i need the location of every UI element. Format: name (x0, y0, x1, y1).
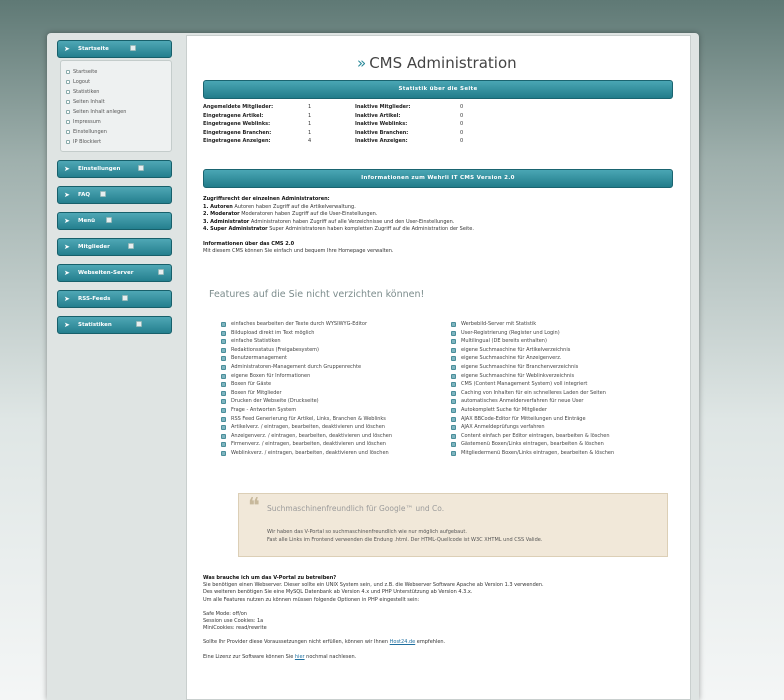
feature-item: eigene Suchmaschine für Artikelverzeichnis (451, 346, 681, 355)
arrow-icon: ➤ (64, 217, 70, 225)
check-icon (451, 356, 456, 361)
role-line: 4. Super Administrator Super Administratoren haben kompletten Zugriff auf die Administration der Seite. (203, 226, 474, 232)
role-line: 1. Autoren Autoren haben Zugriff auf die Artikelverwaltung. (203, 203, 356, 210)
check-icon (451, 339, 456, 344)
feature-item: Frage - Antworten System (221, 406, 451, 415)
php-option: Session use Cookies: 1a (203, 618, 264, 625)
nav-faq-button[interactable]: ➤ FAQ (57, 186, 172, 204)
check-icon (221, 399, 226, 404)
stats-right-column (355, 103, 505, 146)
feature-item: AJAX BBCode-Editor für Mitteilungen und Einträge (451, 415, 681, 424)
check-icon (451, 322, 456, 327)
feature-item: AJAX Anmeldeprüfungs verfahren (451, 423, 681, 432)
check-icon (221, 425, 226, 430)
bullet-icon (66, 100, 70, 104)
nav-mitglieder-button[interactable]: ➤ Mitglieder (57, 238, 172, 256)
quote-text: Wir haben das V-Portal so suchmaschinenfreundlich wie nur möglich aufgebaut. Fast alle Links im Frontend verwenden die Endung .html. Der HTML-Quellcode ist W3C XHTML und CSS Valide. (267, 529, 543, 543)
check-icon (221, 417, 226, 422)
info-heading: Zugriffsrecht der einzelnen Administratoren: (203, 196, 330, 202)
stat-row: Inaktive Weblinks: 0 (355, 121, 464, 127)
stat-row: Inaktive Branchen: 0 (355, 129, 464, 136)
bullet-icon (66, 110, 70, 114)
stats-left-column (203, 103, 353, 146)
feature-item: Anzeigenverz. / eintragen, bearbeiten, deaktivieren und löschen (221, 432, 451, 441)
check-icon (451, 408, 456, 413)
feature-item: RSS Feed Generierung für Artikel, Links, Branchen & Weblinks (221, 415, 451, 424)
feature-item: eigene Suchmaschine für Anzeigenverz. (451, 354, 681, 363)
seo-quote-box (238, 493, 668, 557)
license-link[interactable]: hier (294, 653, 305, 660)
submenu-item-seiten-inhalt-anlegen[interactable]: Seiten Inhalt anlegen (65, 107, 167, 117)
nav-statistiken-button[interactable]: ➤ Statistiken (57, 316, 172, 334)
nav-startseite-button[interactable] (57, 40, 172, 58)
feature-item: einfache Statistiken (221, 337, 451, 346)
feature-item: Mitgliedermenü Boxen/Links eintragen, bearbeiten & löschen (451, 449, 681, 458)
submenu-item-einstellungen[interactable]: Einstellungen (65, 127, 167, 137)
feature-item: User-Registrierung (Register und Login) (451, 329, 681, 338)
features-heading: Features auf die Sie nicht verzichten können! (209, 289, 425, 300)
flag-icon (122, 295, 128, 301)
about-heading: Informationen über das CMS 2.0 (203, 240, 295, 247)
feature-item: Bildupload direkt im Text möglich (221, 329, 451, 338)
flag-icon (158, 269, 164, 275)
flag-icon (106, 217, 112, 223)
arrow-icon: ➤ (64, 269, 70, 277)
submenu-item-impressum[interactable]: Impressum (65, 117, 167, 127)
check-icon (451, 365, 456, 370)
feature-item: Gästemenü Boxen/Links eintragen, bearbeiten & löschen (451, 440, 681, 449)
feature-item: automatisches Anmelderverfahren für neue User (451, 397, 681, 406)
stat-row: Angemeldete Mitglieder: 1 (203, 104, 312, 110)
license-line: Eine Lizenz zur Software können Sie hier nochmal nachlesen. (203, 653, 357, 660)
check-icon (451, 382, 456, 387)
sidebar (57, 40, 172, 342)
stat-row: Eingetragene Anzeigen: 4 (203, 138, 312, 144)
about-text: Mit diesem CMS können Sie einfach und bequem Ihre Homepage verwalten. (203, 248, 394, 254)
feature-item: eigene Suchmaschine für Branchenverzeichnis (451, 363, 681, 372)
bullet-icon (66, 70, 70, 74)
feature-item: einfaches bearbeiten der Texte durch WYSIWYG-Editor (221, 320, 451, 329)
nav-webseiten-server-button[interactable]: ➤ Webseiten-Server (57, 264, 172, 282)
arrow-icon: ➤ (64, 243, 70, 251)
role-line: 3. Administrator Administratoren haben Zugriff auf alle Verzeichnisse und den User-Einstellungen. (203, 218, 455, 225)
feature-item: CMS (Content Management System) voll integriert (451, 380, 681, 389)
flag-icon (100, 191, 106, 197)
check-icon (221, 339, 226, 344)
role-line: 2. Moderator Moderatoren haben Zugriff auf die User-Einstellungen. (203, 211, 378, 217)
stat-row: Eingetragene Branchen: 1 (203, 129, 312, 136)
bullet-icon (66, 120, 70, 124)
stat-row: Inaktive Artikel: 0 (355, 112, 464, 119)
php-option: MiniCookies: read/rewrite (203, 625, 267, 632)
check-icon (451, 451, 456, 456)
feature-item: eigene Boxen für Informationen (221, 372, 451, 381)
submenu-item-seiten-inhalt[interactable]: Seiten Inhalt (65, 97, 167, 107)
check-icon (221, 382, 226, 387)
nav-einstellungen-button[interactable]: ➤ Einstellungen (57, 160, 172, 178)
arrow-icon: ➤ (64, 191, 70, 199)
check-icon (451, 425, 456, 430)
nav-menu-button[interactable]: ➤ Menü (57, 212, 172, 230)
check-icon (221, 374, 226, 379)
requirements-line: Um alle Features nutzen zu können müssen folgende Optionen in PHP eingestellt sein: (203, 596, 420, 603)
bullet-icon: » (357, 54, 367, 72)
check-icon (451, 374, 456, 379)
feature-item: eigene Suchmaschine für Weblinkverzeichnis (451, 372, 681, 381)
feature-item: Drucken der Webseite (Druckseite) (221, 397, 451, 406)
page-title: » CMS Administration (357, 54, 517, 72)
check-icon (221, 434, 226, 439)
submenu-item-logout[interactable]: Logout (65, 77, 167, 87)
feature-item: Weblinkverz. / eintragen, bearbeiten, deaktivieren und löschen (221, 449, 451, 458)
stat-row: Inaktive Mitglieder: 0 (355, 104, 464, 110)
stats-section-bar: Statistik über die Seite (203, 80, 673, 99)
nav-label: Startseite (78, 46, 109, 52)
check-icon (221, 356, 226, 361)
requirements-heading: Was brauche ich um das V-Portal zu betreiben? (203, 575, 337, 581)
check-icon (221, 322, 226, 327)
feature-item: Multilingual (DE bereits enthalten) (451, 337, 681, 346)
check-icon (221, 442, 226, 447)
bullet-icon (66, 140, 70, 144)
arrow-icon: ➤ (64, 321, 70, 329)
stat-row: Inaktive Anzeigen: 0 (355, 138, 464, 144)
admin-info (203, 196, 673, 256)
flag-icon (136, 321, 142, 327)
feature-item: Content einfach per Editor eintragen, bearbeiten & löschen (451, 432, 681, 441)
sidebar-submenu (60, 60, 172, 152)
flag-icon (130, 45, 136, 51)
flag-icon (138, 165, 144, 171)
check-icon (451, 348, 456, 353)
arrow-icon: ➤ (64, 45, 70, 53)
quote-heading: Suchmaschinenfreundlich für Google™ und Co. (267, 504, 445, 513)
provider-line: Sollte Ihr Provider diese Voraussetzungen nicht erfüllen, können wir Ihnen Host24.de empfehlen. (203, 639, 446, 646)
feature-item: Werbebild-Server mit Statistik (451, 320, 681, 329)
flag-icon (128, 243, 134, 249)
check-icon (221, 365, 226, 370)
stat-row: Eingetragene Artikel: 1 (203, 112, 312, 119)
info-section-bar: Informationen zum Wehrli IT CMS Version 2.0 (203, 169, 673, 188)
feature-item: Autokomplett Suche für Mitglieder (451, 406, 681, 415)
feature-item: Caching von Inhalten für ein schnelleres Laden der Seiten (451, 389, 681, 398)
check-icon (451, 391, 456, 396)
bullet-icon (66, 90, 70, 94)
check-icon (221, 451, 226, 456)
feature-item: Boxen für Mitglieder (221, 389, 451, 398)
feature-item: Administratoren-Management durch Gruppenrechte (221, 363, 451, 372)
main-content (186, 35, 691, 700)
feature-item: Redaktionsstatus (Freigabesystem) (221, 346, 451, 355)
quote-icon: ❝ (248, 494, 260, 519)
check-icon (221, 331, 226, 336)
provider-link[interactable]: Host24.de (389, 639, 416, 646)
check-icon (451, 399, 456, 404)
bullet-icon (66, 80, 70, 84)
feature-item: Boxen für Gäste (221, 380, 451, 389)
check-icon (451, 331, 456, 336)
check-icon (221, 391, 226, 396)
php-option: Safe Mode: off/on (203, 610, 247, 617)
arrow-icon: ➤ (64, 165, 70, 173)
nav-rss-feeds-button[interactable]: ➤ RSS-Feeds (57, 290, 172, 308)
arrow-icon: ➤ (64, 295, 70, 303)
features-right-list (451, 320, 681, 458)
submenu-item-statistiken[interactable]: Statistiken (65, 87, 167, 97)
submenu-item-startseite[interactable]: Startseite (65, 67, 167, 77)
feature-item: Artikelverz. / eintragen, bearbeiten, deaktivieren und löschen (221, 423, 451, 432)
stat-row: Eingetragene Weblinks: 1 (203, 121, 312, 127)
submenu-item-ip-blockiert[interactable]: IP Blockiert (65, 137, 167, 147)
feature-item: Benutzermanagement (221, 354, 451, 363)
bullet-icon (66, 130, 70, 134)
check-icon (451, 434, 456, 439)
check-icon (451, 442, 456, 447)
check-icon (221, 408, 226, 413)
feature-item: Firmenverz. / eintragen, bearbeiten, deaktivieren und löschen (221, 440, 451, 449)
requirements-section (203, 575, 673, 661)
features-left-list (221, 320, 451, 458)
requirements-line: Des weiteren benötigen Sie eine MySQL Datenbank ab Version 4.x und PHP Unterstützung ab Version 4.3.x. (203, 589, 473, 596)
requirements-line: Sie benötigen einen Webserver. Dieser sollte ein UNIX System sein, und z.B. die Webserver Software Apache ab Version 1.3 verwenden. (203, 582, 544, 589)
check-icon (221, 348, 226, 353)
check-icon (451, 417, 456, 422)
